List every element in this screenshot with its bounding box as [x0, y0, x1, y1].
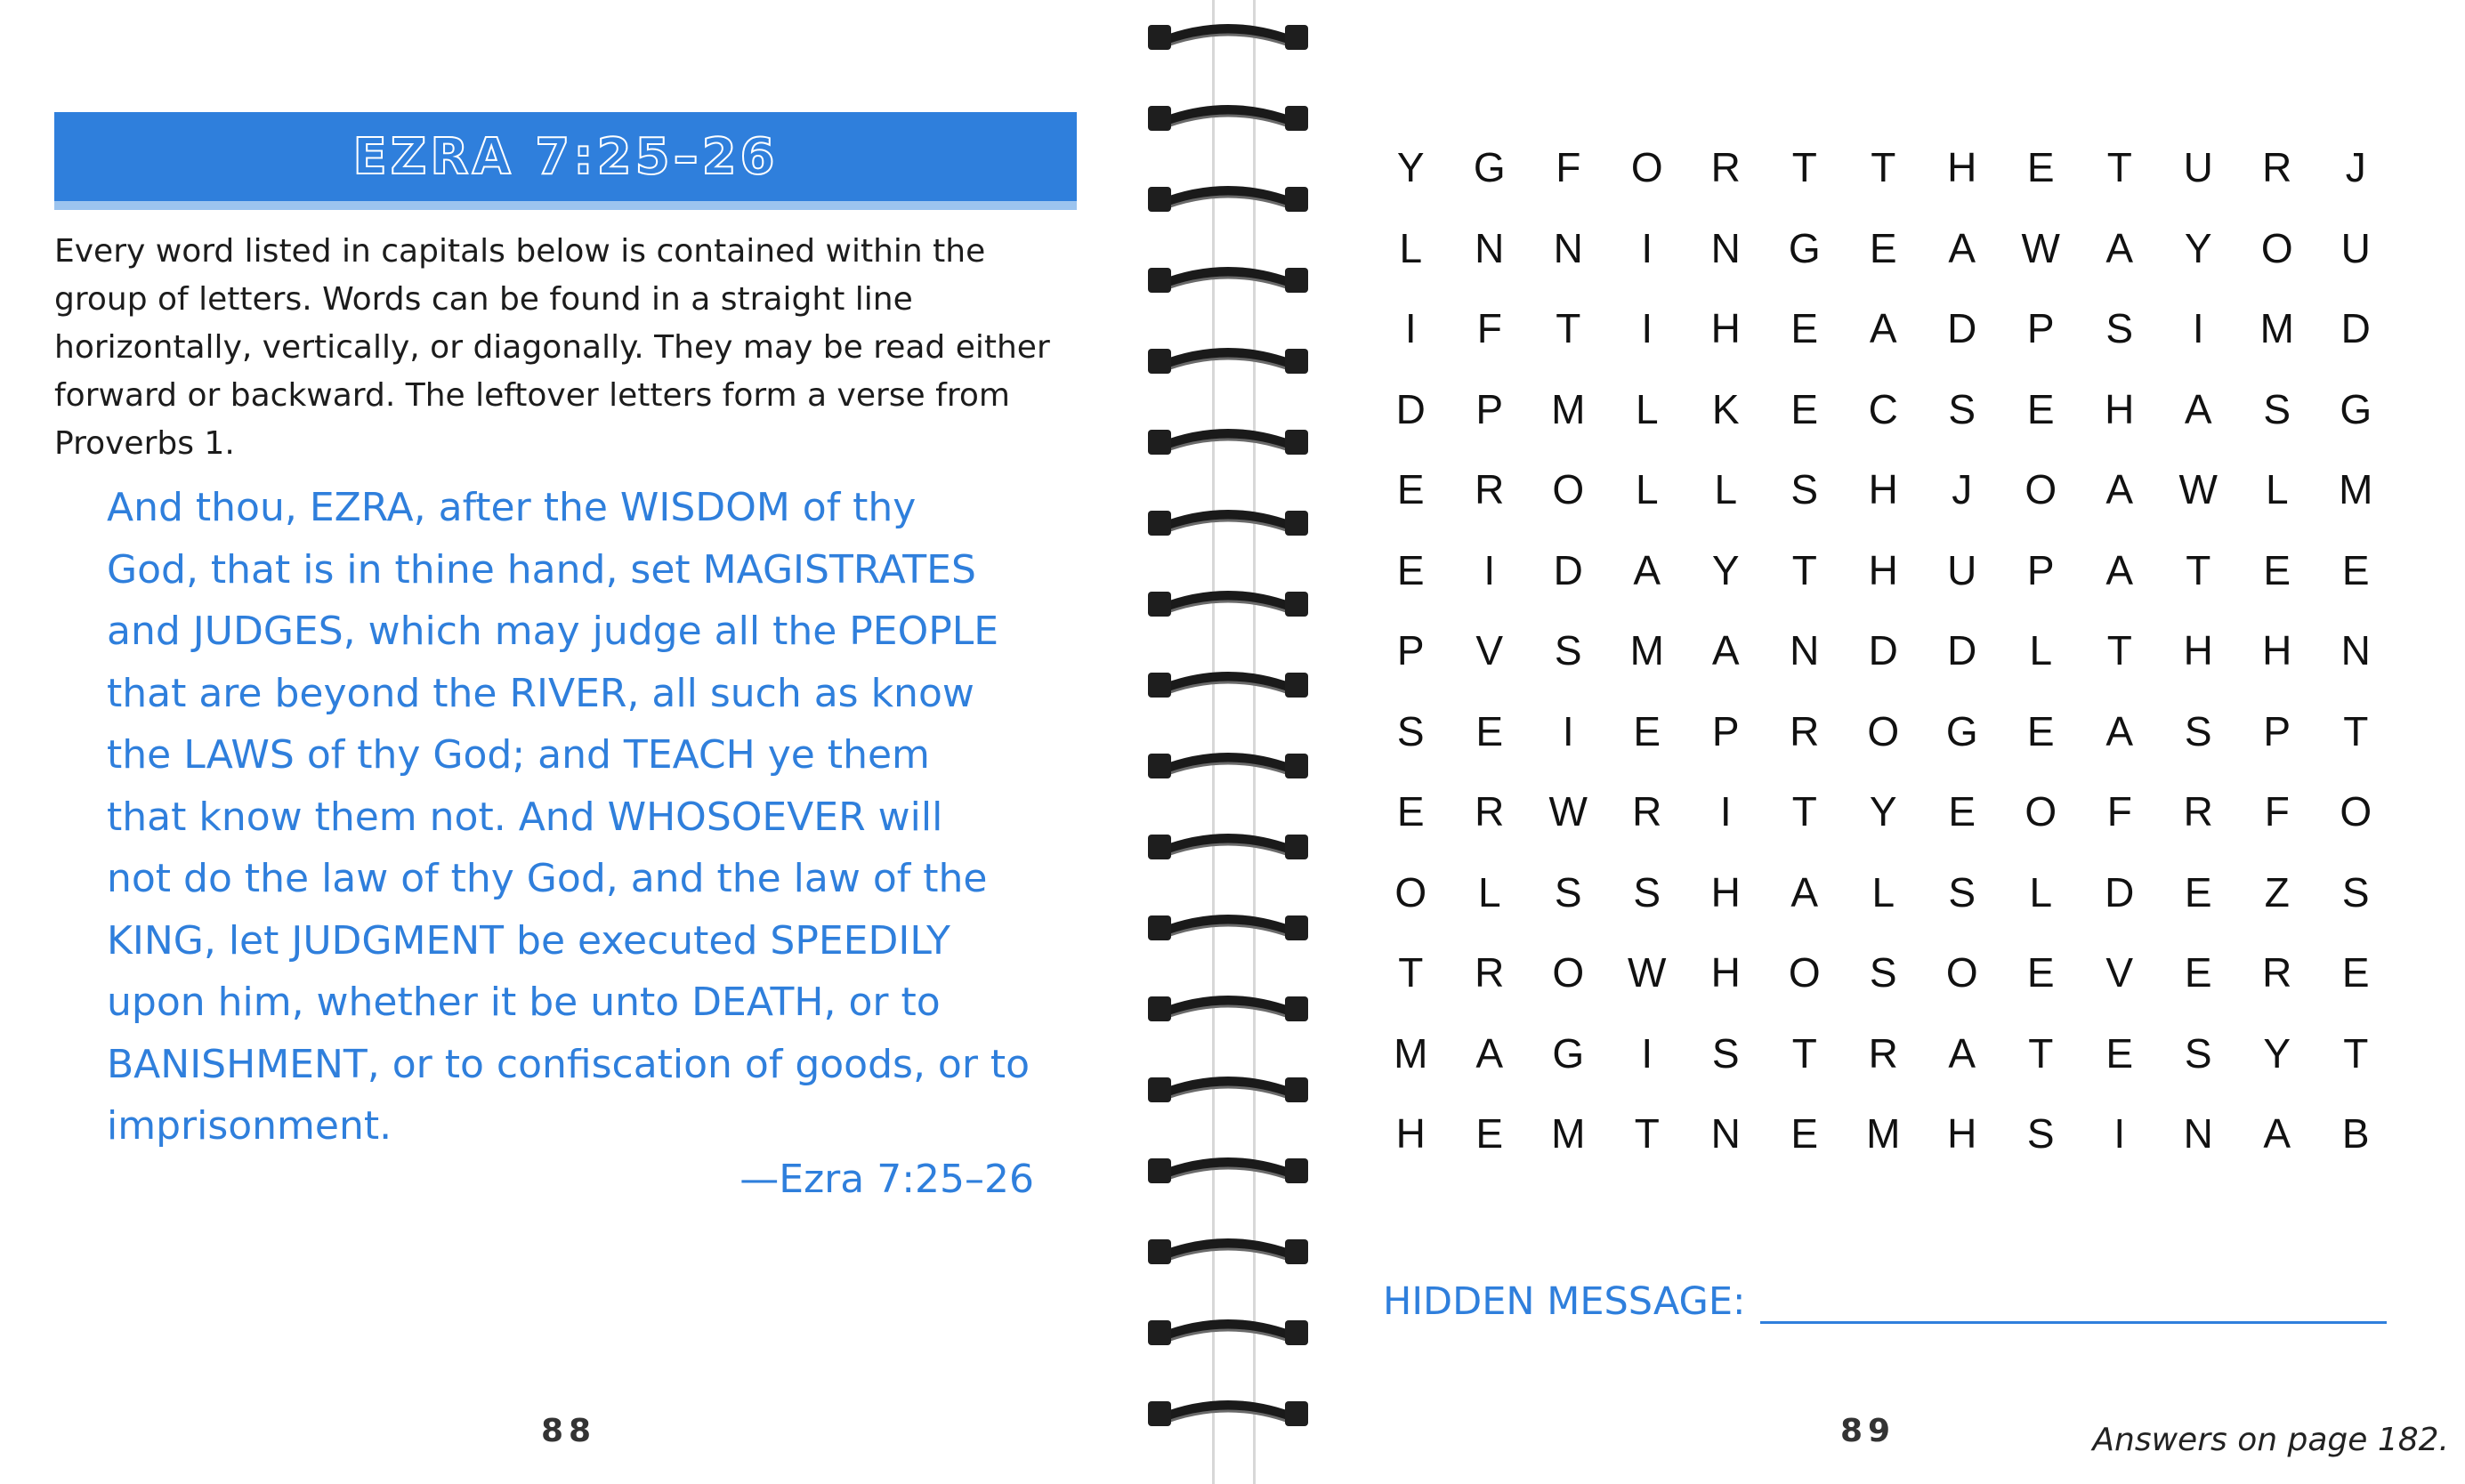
grid-letter[interactable]: N — [2340, 627, 2371, 673]
grid-letter[interactable]: G — [2340, 385, 2372, 432]
verse-citation: —Ezra 7:25–26 — [740, 1157, 1034, 1202]
grid-letter[interactable]: T — [1791, 788, 1817, 835]
grid-letter[interactable]: E — [2341, 949, 2370, 996]
grid-letter[interactable]: E — [1948, 788, 1976, 835]
grid-letter[interactable]: E — [1475, 707, 1504, 754]
grid-letter[interactable]: H — [1947, 144, 1977, 190]
grid-letter[interactable]: A — [1475, 1029, 1504, 1077]
grid-letter[interactable]: O — [2025, 466, 2057, 512]
grid-letter[interactable]: A — [1790, 868, 1819, 915]
verse-text — [107, 477, 1068, 1157]
grid-letter[interactable]: P — [1711, 707, 1740, 754]
grid-letter[interactable]: A — [1948, 1029, 1976, 1077]
grid-letter[interactable]: E — [2184, 949, 2212, 996]
grid-letter[interactable]: R — [1710, 144, 1741, 190]
right-page — [1308, 0, 2465, 1484]
grid-letter[interactable]: S — [2263, 385, 2291, 432]
grid-letter[interactable]: M — [1394, 1029, 1428, 1077]
grid-letter[interactable]: T — [1634, 1110, 1660, 1157]
grid-letter[interactable]: S — [2105, 305, 2134, 351]
title-banner — [54, 112, 1077, 201]
verse-line: that know them not. And WHOSOEVER will — [107, 794, 943, 840]
grid-letter[interactable]: O — [1788, 949, 1821, 996]
grid-letter[interactable]: G — [1552, 1029, 1585, 1077]
grid-letter[interactable]: Y — [1711, 546, 1740, 593]
grid-letter[interactable]: O — [1552, 466, 1585, 512]
word-search-grid — [1371, 141, 2396, 1188]
grid-letter[interactable]: E — [1869, 224, 1897, 271]
grid-letter[interactable]: M — [1866, 1110, 1901, 1157]
grid-letter[interactable]: E — [2184, 868, 2212, 915]
grid-letter[interactable]: D — [1947, 627, 1977, 673]
grid-letter[interactable]: H — [2183, 627, 2213, 673]
grid-letter[interactable]: S — [2341, 868, 2370, 915]
grid-letter[interactable]: E — [2026, 144, 2055, 190]
grid-letter[interactable]: A — [2105, 707, 2134, 754]
grid-letter[interactable]: D — [2340, 305, 2371, 351]
grid-letter[interactable]: O — [2260, 224, 2293, 271]
grid-letter[interactable]: T — [1398, 949, 1424, 996]
grid-letter[interactable]: W — [2178, 466, 2218, 512]
grid-letter[interactable]: V — [1475, 627, 1504, 673]
spiral-coil — [1148, 511, 1308, 536]
verse-line: BANISHMENT, or to confiscation of goods, or to — [107, 1041, 1030, 1087]
grid-letter[interactable]: C — [1868, 385, 1898, 432]
spiral-coil — [1148, 915, 1308, 940]
grid-letter[interactable]: A — [2105, 466, 2134, 512]
grid-letter[interactable]: S — [1948, 868, 1976, 915]
grid-letter[interactable]: T — [2106, 627, 2132, 673]
page-number-left: 88 — [541, 1413, 597, 1449]
spiral-coil — [1148, 1320, 1308, 1345]
grid-letter[interactable]: E — [2263, 546, 2291, 593]
grid-letter[interactable]: O — [1552, 949, 1585, 996]
grid-letter[interactable]: O — [2340, 788, 2372, 835]
grid-letter[interactable]: O — [2025, 788, 2057, 835]
grid-letter[interactable]: P — [2026, 546, 2055, 593]
grid-letter[interactable]: E — [1396, 546, 1425, 593]
spiral-coil — [1148, 1158, 1308, 1183]
grid-letter[interactable]: S — [1633, 868, 1661, 915]
grid-letter[interactable]: R — [1632, 788, 1662, 835]
grid-letter[interactable]: P — [1475, 385, 1504, 432]
spiral-coil — [1148, 1239, 1308, 1264]
grid-letter[interactable]: T — [2186, 546, 2211, 593]
grid-letter[interactable]: F — [1556, 144, 1581, 190]
grid-letter[interactable]: E — [1790, 1110, 1819, 1157]
grid-letter[interactable]: H — [2105, 385, 2135, 432]
grid-letter[interactable]: I — [2192, 305, 2204, 351]
verse-line: upon him, whether it be unto DEATH, or to — [107, 980, 941, 1025]
grid-letter[interactable]: Y — [2263, 1029, 2291, 1077]
grid-letter[interactable]: W — [2021, 224, 2060, 271]
grid-letter[interactable]: D — [1395, 385, 1426, 432]
grid-letter[interactable]: E — [2026, 385, 2055, 432]
grid-letter[interactable]: N — [1553, 224, 1583, 271]
grid-letter[interactable]: R — [2262, 949, 2292, 996]
grid-letter[interactable]: H — [1868, 546, 1898, 593]
page-title: EZRA 7:25–26 — [352, 127, 779, 186]
answers-note: Answers on page 182. — [2092, 1422, 2449, 1458]
grid-letter[interactable]: H — [1395, 1110, 1426, 1157]
grid-letter[interactable]: N — [1790, 627, 1820, 673]
grid-letter[interactable]: A — [2184, 385, 2212, 432]
grid-letter[interactable]: E — [1633, 707, 1661, 754]
spiral-coil — [1148, 996, 1308, 1021]
grid-letter[interactable]: T — [2343, 1029, 2369, 1077]
hidden-message-row — [1383, 1270, 2387, 1324]
grid-letter[interactable]: N — [2183, 1110, 2213, 1157]
grid-letter[interactable]: M — [1551, 385, 1586, 432]
grid-letter[interactable]: I — [1641, 224, 1653, 271]
grid-letter[interactable]: E — [1790, 385, 1819, 432]
grid-letter[interactable]: N — [1710, 224, 1741, 271]
grid-letter[interactable]: U — [2183, 144, 2213, 190]
grid-letter[interactable]: L — [1635, 385, 1659, 432]
grid-letter[interactable]: J — [1952, 466, 1973, 512]
grid-letter[interactable]: R — [2183, 788, 2213, 835]
grid-letter[interactable]: E — [1475, 1110, 1504, 1157]
grid-letter[interactable]: O — [1394, 868, 1427, 915]
grid-letter[interactable]: R — [2262, 144, 2292, 190]
grid-letter[interactable]: M — [2339, 466, 2373, 512]
grid-letter[interactable]: N — [1475, 224, 1505, 271]
grid-letter[interactable]: O — [1630, 144, 1663, 190]
grid-letter[interactable]: R — [1790, 707, 1820, 754]
verse-line: that are beyond the RIVER, all such as know — [107, 670, 974, 716]
grid-letter[interactable]: R — [1475, 466, 1505, 512]
spiral-coil — [1148, 1401, 1308, 1426]
grid-letter[interactable]: A — [1869, 305, 1897, 351]
verse-line: imprisonment. — [107, 1103, 392, 1149]
grid-letter[interactable]: S — [2184, 1029, 2212, 1077]
grid-letter[interactable]: S — [1790, 466, 1819, 512]
grid-letter[interactable]: T — [2028, 1029, 2054, 1077]
grid-letter[interactable]: G — [1473, 144, 1506, 190]
grid-letter[interactable]: I — [1562, 707, 1574, 754]
spiral-coil — [1148, 754, 1308, 778]
verse-line: KING, let JUDGMENT be executed SPEEDILY — [107, 917, 950, 964]
grid-letter[interactable]: R — [1475, 949, 1505, 996]
grid-letter[interactable]: W — [1548, 788, 1588, 835]
spiral-coil — [1148, 268, 1308, 293]
grid-letter[interactable]: L — [1871, 868, 1895, 915]
grid-letter[interactable]: P — [1396, 627, 1425, 673]
spiral-binding — [1148, 0, 1308, 1484]
grid-letter[interactable]: W — [1628, 949, 1667, 996]
grid-letter[interactable]: G — [1945, 707, 1978, 754]
grid-letter[interactable]: Y — [1396, 144, 1425, 190]
grid-letter[interactable]: P — [2026, 305, 2055, 351]
grid-letter[interactable]: H — [2262, 627, 2292, 673]
grid-letter[interactable]: H — [1710, 949, 1741, 996]
grid-letter[interactable]: T — [1556, 305, 1581, 351]
grid-letter[interactable]: F — [2264, 788, 2290, 835]
verse-line: And thou, EZRA, after the WISDOM of thy — [107, 485, 917, 530]
grid-letter[interactable]: R — [1868, 1029, 1898, 1077]
grid-letter[interactable]: H — [1710, 868, 1741, 915]
grid-letter[interactable]: E — [2105, 1029, 2134, 1077]
grid-letter[interactable]: S — [1396, 707, 1425, 754]
grid-letter[interactable]: M — [2259, 305, 2294, 351]
grid-letter[interactable]: S — [2026, 1110, 2055, 1157]
grid-letter[interactable]: L — [2029, 627, 2053, 673]
grid-letter[interactable]: T — [1791, 546, 1817, 593]
grid-letter[interactable]: I — [1483, 546, 1496, 593]
grid-letter[interactable]: S — [1869, 949, 1897, 996]
grid-letter[interactable]: O — [1945, 949, 1978, 996]
grid-letter[interactable]: I — [1641, 305, 1653, 351]
grid-letter[interactable]: E — [1790, 305, 1819, 351]
verse-line: and JUDGES, which may judge all the PEOPLE — [107, 609, 999, 654]
verse-line: not do the law of thy God, and the law of the — [107, 856, 988, 901]
grid-letter[interactable]: T — [1791, 1029, 1817, 1077]
grid-letter[interactable]: A — [2263, 1110, 2291, 1157]
grid-letter[interactable]: H — [1868, 466, 1898, 512]
grid-letter[interactable]: P — [2263, 707, 2291, 754]
grid-letter[interactable]: D — [1947, 305, 1977, 351]
instructions-text: Every word listed in capitals below is contained within the group of letters. Words can be found in a straight line horizontally, vertically, or diagonally. They may be read either forward or backward. The leftover letters form a verse from Proverbs 1. — [54, 233, 1050, 462]
grid-letter[interactable]: Y — [2184, 224, 2212, 271]
grid-letter[interactable]: S — [1711, 1029, 1740, 1077]
grid-letter[interactable]: A — [1711, 627, 1740, 673]
grid-letter[interactable]: O — [1867, 707, 1900, 754]
spiral-coil — [1148, 430, 1308, 455]
grid-letter[interactable]: S — [2184, 707, 2212, 754]
spiral-coil — [1148, 673, 1308, 698]
grid-letter[interactable]: R — [1475, 788, 1505, 835]
grid-letter[interactable]: M — [1629, 627, 1664, 673]
grid-letter[interactable]: F — [1476, 305, 1502, 351]
grid-letter[interactable]: L — [1477, 868, 1501, 915]
grid-letter[interactable]: T — [1791, 144, 1817, 190]
grid-letter[interactable]: L — [1399, 224, 1423, 271]
grid-letter[interactable]: I — [1641, 1029, 1653, 1077]
grid-letter[interactable]: A — [2105, 546, 2134, 593]
grid-letter[interactable]: D — [1868, 627, 1898, 673]
grid-letter[interactable]: H — [1710, 305, 1741, 351]
hidden-message-blank[interactable] — [1760, 1275, 2387, 1324]
grid-letter[interactable]: A — [2105, 224, 2134, 271]
spiral-coil — [1148, 592, 1308, 617]
grid-letter[interactable]: L — [2029, 868, 2053, 915]
spiral-coil — [1148, 349, 1308, 374]
spiral-coils — [1148, 0, 1308, 1484]
grid-letter[interactable]: F — [2106, 788, 2132, 835]
grid-letter[interactable]: D — [2105, 868, 2135, 915]
grid-letter[interactable]: D — [1553, 546, 1583, 593]
grid-letter[interactable]: K — [1711, 385, 1740, 432]
grid-letter[interactable]: N — [1710, 1110, 1741, 1157]
grid-letter[interactable]: J — [2345, 144, 2366, 190]
grid-letter[interactable]: I — [1404, 305, 1417, 351]
hidden-message-label: HIDDEN MESSAGE: — [1383, 1279, 1746, 1324]
page-number-right: 89 — [1840, 1413, 1896, 1449]
grid-letter[interactable]: I — [1719, 788, 1732, 835]
grid-letter[interactable]: L — [1635, 466, 1659, 512]
verse-line: God, that is in thine hand, set MAGISTRATES — [107, 546, 976, 593]
grid-letter[interactable]: H — [1947, 1110, 1977, 1157]
grid-letter[interactable]: A — [1633, 546, 1661, 593]
grid-letter[interactable]: E — [2026, 707, 2055, 754]
grid-letter[interactable]: S — [1554, 868, 1582, 915]
spiral-coil — [1148, 25, 1308, 50]
spiral-coil — [1148, 106, 1308, 131]
left-page — [0, 0, 1148, 1484]
grid-letter[interactable]: U — [2340, 224, 2371, 271]
grid-letter[interactable]: Y — [1869, 788, 1897, 835]
grid-letter[interactable]: A — [1948, 224, 1976, 271]
grid-letter[interactable]: E — [1396, 788, 1425, 835]
grid-letter[interactable]: L — [2265, 466, 2289, 512]
spiral-coil — [1148, 187, 1308, 212]
grid-letter[interactable]: E — [1396, 466, 1425, 512]
grid-letter[interactable]: U — [1947, 546, 1977, 593]
grid-letter[interactable]: Z — [2264, 868, 2290, 915]
grid-letter[interactable]: S — [1948, 385, 1976, 432]
grid-letter[interactable]: L — [1714, 466, 1738, 512]
grid-letter[interactable]: S — [1554, 627, 1582, 673]
grid-letter[interactable]: T — [1871, 144, 1896, 190]
grid-letter[interactable]: V — [2105, 949, 2134, 996]
grid-letter[interactable]: T — [2343, 707, 2369, 754]
grid-letter[interactable]: E — [2026, 949, 2055, 996]
spiral-coil — [1148, 1077, 1308, 1102]
grid-letter[interactable]: G — [1788, 224, 1821, 271]
grid-letter[interactable]: E — [2341, 546, 2370, 593]
grid-letter[interactable]: T — [2106, 144, 2132, 190]
grid-letter[interactable]: B — [2341, 1110, 2370, 1157]
grid-letter[interactable]: I — [2113, 1110, 2126, 1157]
spiral-coil — [1148, 835, 1308, 859]
verse-line: the LAWS of thy God; and TEACH ye them — [107, 732, 930, 778]
grid-letter[interactable]: M — [1551, 1110, 1586, 1157]
